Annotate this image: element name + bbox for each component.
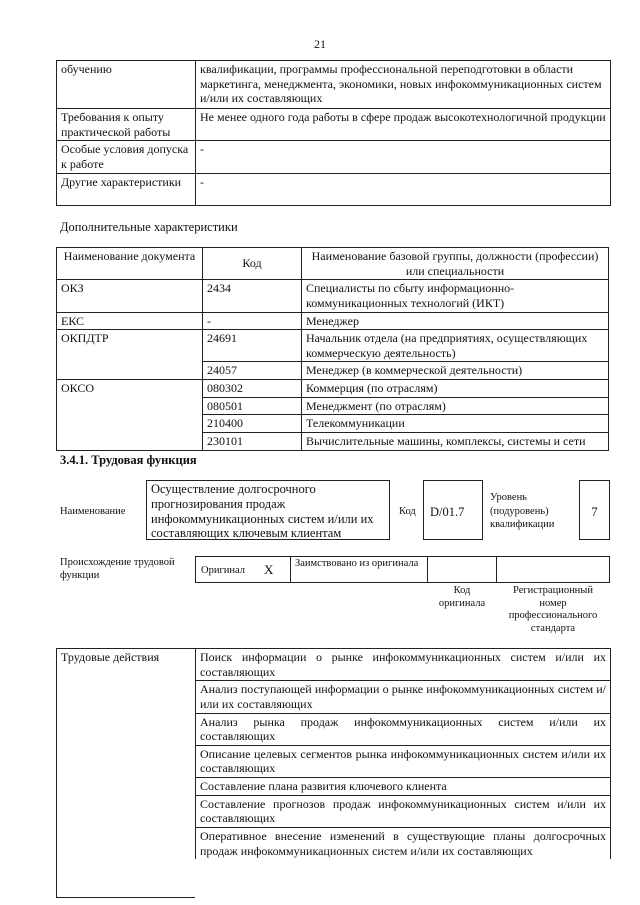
origin-divider <box>290 556 291 583</box>
name-cell: Вычислительные машины, комплексы, системы и сети <box>302 432 609 450</box>
header-doc: Наименование документа <box>57 248 203 280</box>
req-label: Другие характеристики <box>57 173 196 205</box>
code-cell: 210400 <box>203 415 302 433</box>
req-value: - <box>196 141 611 173</box>
req-value: - <box>196 173 611 205</box>
req-label: обучению <box>57 61 196 109</box>
action-item: Описание целевых сегментов рынка инфокоммуникационных систем и/или их составляющих <box>196 745 611 777</box>
header-name: Наименование базовой группы, должности (профессии) или специальности <box>302 248 609 280</box>
code-cell: 24057 <box>203 362 302 380</box>
code-cell: 080302 <box>203 380 302 398</box>
header-code: Код <box>203 248 302 280</box>
function-name-box: Осуществление долгосрочного прогнозирования продаж инфокоммуникационных систем и/или их составляющих ключевым клиентам <box>146 480 390 540</box>
actions-label: Трудовые действия <box>56 648 195 898</box>
action-item: Оперативное внесение изменений в существующие планы долгосрочных продаж инфокоммуникационных систем и/или их составляющих <box>196 827 611 859</box>
code-label: Код <box>399 506 416 517</box>
code-cell: - <box>203 312 302 330</box>
req-value: квалификации, программы профессиональной переподготовки в области маркетинга, менеджмента, экономики, новых инфокоммуникационных систем и/или их составляющих <box>196 61 611 109</box>
additional-table <box>56 247 609 451</box>
name-cell: Менеджер (в коммерческой деятельности) <box>302 362 609 380</box>
name-cell: Менеджер <box>302 312 609 330</box>
reg-number-caption: Регистрационный номер профессионального стандарта <box>508 585 598 634</box>
additional-title: Дополнительные характеристики <box>60 220 238 234</box>
action-item: Анализ рынка продаж инфокоммуникационных систем и/или их составляющих <box>196 713 611 745</box>
origin-divider <box>496 556 497 583</box>
function-code-box: D/01.7 <box>423 480 483 540</box>
action-item: Анализ поступающей информации о рынке инфокоммуникационных систем и/или их составляющих <box>196 681 611 713</box>
name-cell: Начальник отдела (на предприятиях, осуществляющих коммерческую деятельность) <box>302 330 609 362</box>
doc-cell: ОКЗ <box>57 280 203 312</box>
actions-table <box>195 648 611 859</box>
req-value: Не менее одного года работы в сфере продаж высокотехнологичной продукции <box>196 109 611 141</box>
action-item: Поиск информации о рынке инфокоммуникационных систем и/или их составляющих <box>196 649 611 681</box>
borrowed-label: Заимствовано из оригинала <box>295 558 419 569</box>
action-item: Составление прогнозов продаж инфокоммуникационных систем и/или их составляющих <box>196 795 611 827</box>
name-cell: Менеджмент (по отраслям) <box>302 397 609 415</box>
requirements-table <box>56 60 611 206</box>
code-cell: 230101 <box>203 432 302 450</box>
code-original-caption: Код оригинала <box>438 585 486 609</box>
req-label: Особые условия допуска к работе <box>57 141 196 173</box>
name-label: Наименование <box>60 506 126 517</box>
name-cell: Телекоммуникации <box>302 415 609 433</box>
name-cell: Коммерция (по отраслям) <box>302 380 609 398</box>
level-box: 7 <box>579 480 610 540</box>
origin-label: Происхождение трудовой функции <box>60 557 175 581</box>
doc-cell: ОКПДТР <box>57 330 203 380</box>
code-cell: 24691 <box>203 330 302 362</box>
origin-divider <box>427 556 428 583</box>
section-title: 3.4.1. Трудовая функция <box>60 453 197 467</box>
original-mark: X <box>264 562 274 577</box>
level-label: Уровень (подуровень) квалификации <box>490 492 555 531</box>
code-cell: 080501 <box>203 397 302 415</box>
original-label: Оригинал <box>201 565 245 576</box>
code-cell: 2434 <box>203 280 302 312</box>
name-cell: Специалисты по сбыту информационно-коммуникационных технологий (ИКТ) <box>302 280 609 312</box>
action-item: Составление плана развития ключевого клиента <box>196 778 611 796</box>
doc-cell: ЕКС <box>57 312 203 330</box>
doc-cell: ОКСО <box>57 380 203 451</box>
req-label: Требования к опыту практической работы <box>57 109 196 141</box>
page-number: 21 <box>314 37 326 51</box>
